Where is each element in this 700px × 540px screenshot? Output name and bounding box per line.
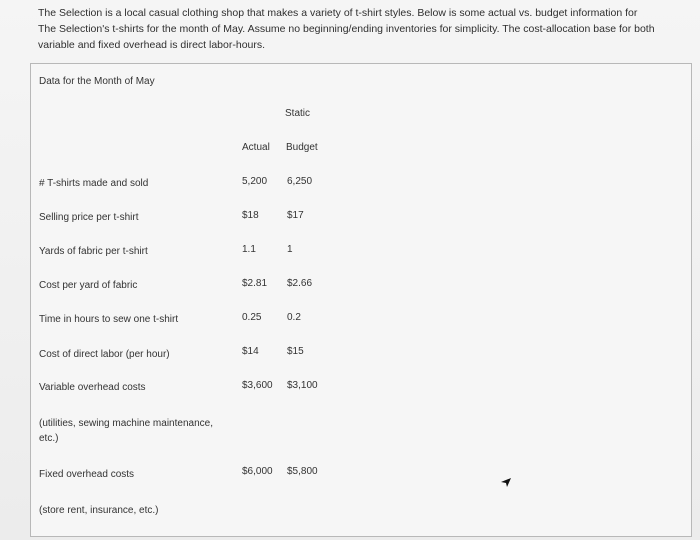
row-actual-sew-time: 0.25 <box>242 312 262 323</box>
row-actual-selling-price: $18 <box>242 210 259 221</box>
variable-overhead-note: (utilities, sewing machine maintenance, etc.) <box>39 418 213 444</box>
row-budget-yards-fabric: 1 <box>287 244 293 255</box>
mouse-pointer-icon <box>500 476 512 488</box>
fixed-overhead-note: (store rent, insurance, etc.) <box>39 505 159 516</box>
row-budget-variable-overhead: $3,100 <box>287 380 318 391</box>
row-label-yards-fabric: Yards of fabric per t-shirt <box>39 246 148 257</box>
row-budget-labor-cost: $15 <box>287 346 304 357</box>
row-label-variable-overhead: Variable overhead costs <box>39 382 146 393</box>
row-actual-tshirts: 5,200 <box>242 176 268 187</box>
row-label-tshirts: # T-shirts made and sold <box>39 178 149 189</box>
data-table-frame <box>30 63 692 537</box>
row-label-labor-cost: Cost of direct labor (per hour) <box>39 349 170 360</box>
row-budget-fixed-overhead: $5,800 <box>287 466 318 477</box>
header-actual: Actual <box>242 142 270 153</box>
intro-paragraph: The Selection is a local casual clothing shop that makes a variety of t-shirt styles. Below is some actual vs. budget information for The Selection's t-shirts for the month of May. Assume no beginning/ending inventories for simplicity. The cost-allocation base for both variable and fixed overhead is direct labor-hours. <box>38 7 655 51</box>
header-static: Static <box>285 108 311 119</box>
row-label-fixed-overhead: Fixed overhead costs <box>39 469 135 480</box>
row-budget-selling-price: $17 <box>287 210 304 221</box>
row-actual-variable-overhead: $3,600 <box>242 380 273 391</box>
row-label-cost-per-yard: Cost per yard of fabric <box>39 280 138 291</box>
row-budget-tshirts: 6,250 <box>287 176 313 187</box>
row-actual-cost-per-yard: $2.81 <box>242 278 268 289</box>
row-budget-sew-time: 0.2 <box>287 312 301 323</box>
data-heading: Data for the Month of May <box>39 76 155 87</box>
row-budget-cost-per-yard: $2.66 <box>287 278 313 289</box>
row-actual-labor-cost: $14 <box>242 346 259 357</box>
header-budget: Budget <box>286 142 318 153</box>
row-actual-fixed-overhead: $6,000 <box>242 466 273 477</box>
row-label-sew-time: Time in hours to sew one t-shirt <box>39 314 179 325</box>
row-label-selling-price: Selling price per t-shirt <box>39 212 139 223</box>
row-actual-yards-fabric: 1.1 <box>242 244 256 255</box>
